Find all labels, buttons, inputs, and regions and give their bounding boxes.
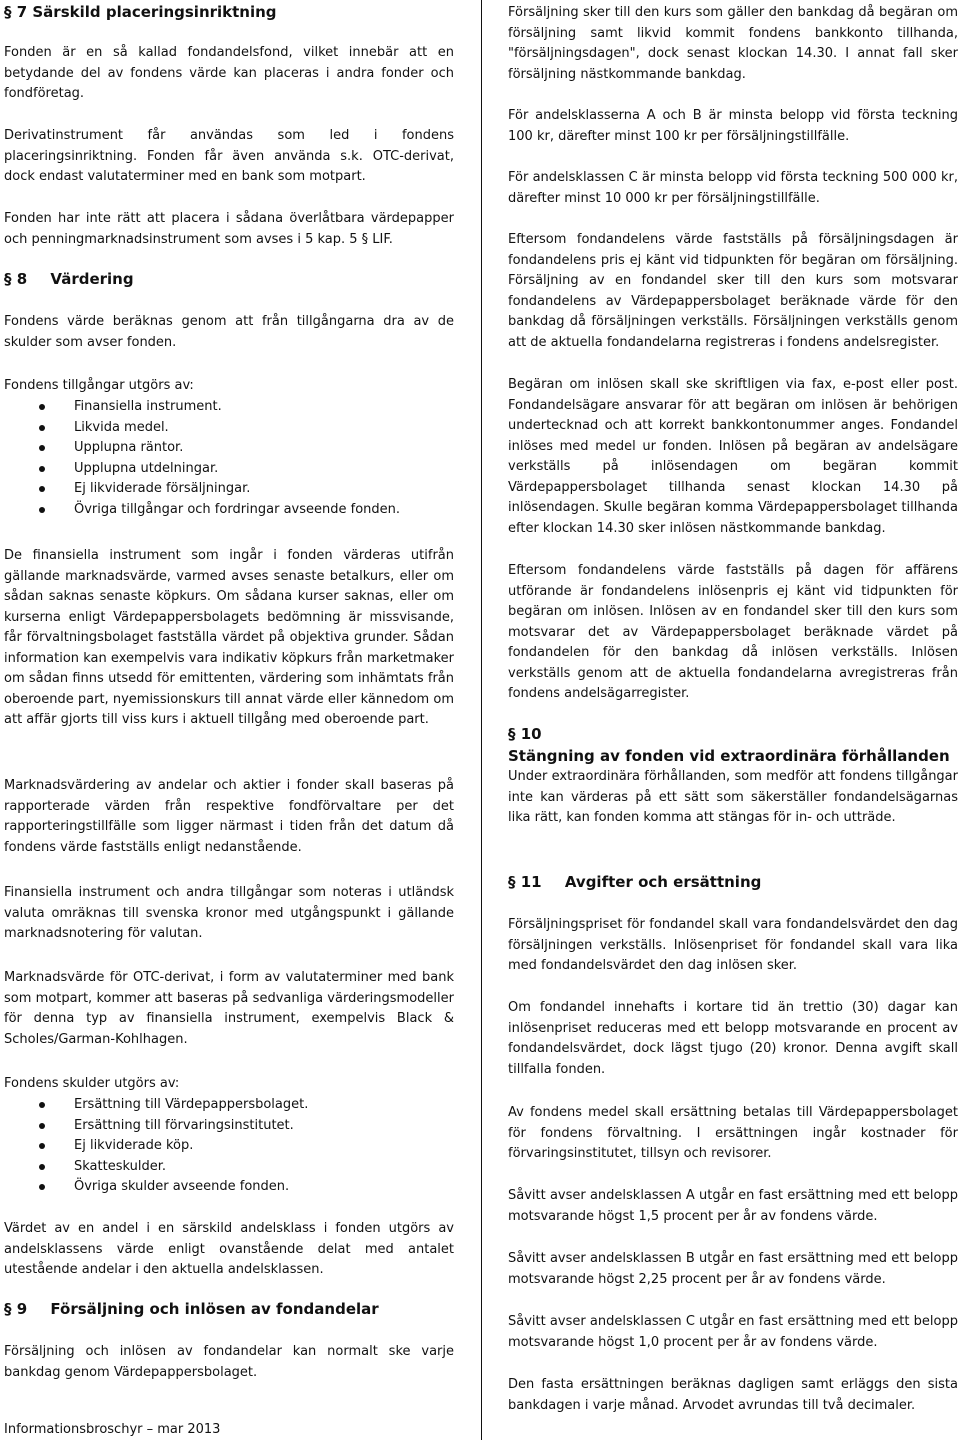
assets-list	[4, 397, 454, 520]
section-11-paragraph-1: Försäljningspriset för fondandel skall vara fondandelsvärdet den dag försäljningen verkställs. Inlösenpriset för fondandel skall vara lika med fondandelsvärdet den dag inlösen sker.	[508, 917, 958, 973]
section-11-paragraph-5: Såvitt avser andelsklassen B utgår en fast ersättning med ett belopp motsvarande högst 2,25 procent per år av fondens värde.	[508, 1251, 958, 1287]
list-item: Upplupna utdelningar.	[4, 459, 454, 480]
section-8-paragraph-3: Marknadsvärdering av andelar och aktier i fonder skall baseras på rapporterade värden från respektive fondförvaltare per det rapporteringstillfälle som ligger närmast i tiden från det datum då fondens värde fastställs enligt nedanstående.	[4, 778, 454, 855]
assets-intro: Fondens tillgångar utgörs av:	[4, 378, 194, 393]
list-item: Ersättning till Värdepappersbolaget.	[4, 1095, 454, 1116]
list-item: Upplupna räntor.	[4, 438, 454, 459]
section-11-paragraph-7: Den fasta ersättningen beräknas dagligen samt erläggs den sista bankdagen i varje månad. Arvodet avrundas till två decimaler.	[508, 1377, 958, 1413]
section-10-heading	[508, 723, 958, 767]
section-11-symbol: § 11	[508, 873, 542, 891]
section-10-paragraph-1: Under extraordinära förhållanden, som medför att fondens tillgångar inte kan värderas på ett sätt som säkerställer fondandelsägarnas lika rätt, kan fonden komma att stängas för in- och utträde.	[508, 769, 958, 825]
section-11-title: Avgifter och ersättning	[564, 873, 762, 891]
section-8-paragraph-1: Fondens värde beräknas genom att från tillgångarna dra av de skulder som avser fonden.	[4, 314, 454, 350]
section-11-paragraph-2: Om fondandel innehafts i kortare tid än trettio (30) dagar kan inlösenpriset reduceras med ett belopp motsvarande en procent av fondandelsvärdet, dock lägst tjugo (20) kronor. Denna avgift skall tillfalla fonden.	[508, 1000, 958, 1077]
list-item: Skatteskulder.	[4, 1157, 454, 1178]
section-11-paragraph-4: Såvitt avser andelsklassen A utgår en fast ersättning med ett belopp motsvarande högst 1,5 procent per år av fondens värde.	[508, 1188, 958, 1224]
list-item: Likvida medel.	[4, 418, 454, 439]
section-10-symbol: § 10	[508, 725, 542, 743]
debts-intro: Fondens skulder utgörs av:	[4, 1076, 180, 1091]
section-8-paragraph-6: Värdet av en andel i en särskild andelsklass i fonden utgörs av andelsklassens värde enligt ovanstående delat med antalet utestående andelar i den aktuella andelsklassen.	[4, 1221, 454, 1277]
section-11-heading	[508, 871, 761, 893]
page-footer: Informationsbroschyr – mar 2013	[4, 1422, 221, 1437]
section-9-paragraph-1: Försäljning och inlösen av fondandelar kan normalt ske varje bankdag genom Värdepappersbolaget.	[4, 1344, 454, 1380]
section-9-title: Försäljning och inlösen av fondandelar	[50, 1300, 379, 1318]
list-item: Ej likviderade köp.	[4, 1136, 454, 1157]
section-7-paragraph-1: Fonden är en så kallad fondandelsfond, vilket innebär att en betydande del av fondens värde kan placeras i andra fonder och fondföretag.	[4, 45, 454, 101]
list-item: Övriga skulder avseende fonden.	[4, 1177, 454, 1198]
list-item: Ersättning till förvaringsinstitutet.	[4, 1116, 454, 1137]
section-7-heading	[4, 1, 277, 23]
debts-list	[4, 1095, 454, 1198]
section-11-paragraph-6: Såvitt avser andelsklassen C utgår en fast ersättning med ett belopp motsvarande högst 1,0 procent per år av fondens värde.	[508, 1314, 958, 1350]
column-divider	[481, 0, 482, 1440]
section-9-symbol: § 9	[4, 1300, 28, 1318]
sale-paragraph-1: Försäljning sker till den kurs som gäller den bankdag då begäran om försäljning samt likvid kommit fondens bankkonto tillhanda, "försäljningsdagen", dock senast klockan 14.30. I annat fall sker försäljning nästkommande bankdag.	[508, 5, 958, 82]
list-item: Ej likviderade försäljningar.	[4, 479, 454, 500]
section-8-paragraph-4: Finansiella instrument och andra tillgångar som noteras i utländsk valuta omräknas till svenska kronor med utgångspunkt i gällande marknadsnotering för valutan.	[4, 885, 454, 941]
section-8-title: Värdering	[50, 270, 134, 288]
list-item: Finansiella instrument.	[4, 397, 454, 418]
section-7-heading-text: § 7 Särskild placeringsinriktning	[4, 3, 277, 21]
list-item: Övriga tillgångar och fordringar avseende fonden.	[4, 500, 454, 521]
section-8-heading	[4, 268, 134, 290]
section-8-paragraph-5: Marknadsvärde för OTC-derivat, i form av valutaterminer med bank som motpart, kommer att baseras på sedvanliga värderingsmodeller för denna typ av finansiella instrument, exempelvis Black & Scholes/Garman-Kohlhagen.	[4, 970, 454, 1047]
sale-paragraph-4: Eftersom fondandelens värde fastställs på försäljningsdagen är fondandelens pris ej känt vid tidpunkten för begäran om försäljning. Försäljning av en fondandel sker till den kurs som motsvarar fondandelens av Värdepappersbolaget beräknade värde för den bankdag då försäljningen verkställs. Försäljningen verkställs genom att de aktuella fondandelarna registreras i fondens andelsregister.	[508, 232, 958, 350]
sale-paragraph-2: För andelsklasserna A och B är minsta belopp vid första teckning 100 kr, därefter minst 100 kr per försäljningstillfälle.	[508, 108, 958, 144]
section-8-paragraph-2: De finansiella instrument som ingår i fonden värderas utifrån gällande marknadsvärde, varmed avses senaste betalkurs, eller om sådan saknas senaste köpkurs. Om sådana kurser saknas, eller om kurserna enligt Värdepappersbolagets bedömning är missvisande, får förvaltningsbolaget fastställa värdet på objektiva grunder. Sådan information kan exempelvis vara indikativ köpkurs från marketmaker om sådan finns utsedd för emittenten, värdering som inhämtats från oberoende part, nyemissionskurs till annat värde eller kännedom om att affär gjorts till viss kurs i aktuell tillgång med oberoende part.	[4, 548, 454, 727]
sale-paragraph-3: För andelsklassen C är minsta belopp vid första teckning 500 000 kr, därefter minst 10 000 kr per försäljningstillfälle.	[508, 170, 958, 206]
section-11-paragraph-3: Av fondens medel skall ersättning betalas till Värdepappersbolaget för fondens förvaltning. I ersättningen ingår kostnader för förvaringsinstitutet, tillsyn och revisorer.	[508, 1105, 958, 1161]
section-7-paragraph-3: Fonden har inte rätt att placera i sådana överlåtbara värdepapper och penningmarknadsinstrument som avses i 5 kap. 5 § LIF.	[4, 211, 454, 247]
section-9-heading	[4, 1298, 379, 1320]
redemption-paragraph-1: Begäran om inlösen skall ske skriftligen via fax, e-post eller post. Fondandelsägare ansvarar för att begäran om inlösen är behörigen undertecknad och att korrekt bankkontonummer anges. Fondandel inlöses med medel ur fonden. Inlösen på begäran av andelsägare verkställs på inlösendagen om begäran kommit Värdepappersbolaget tillhanda senast klockan 14.30 på inlösendagen. Skulle begäran komma Värdepappersbolaget tillhanda efter klockan 14.30 sker inlösen nästkommande bankdag.	[508, 377, 958, 536]
section-7-paragraph-2: Derivatinstrument får användas som led i fondens placeringsinriktning. Fonden får även använda s.k. OTC-derivat, dock endast valutaterminer med en bank som motpart.	[4, 128, 454, 184]
section-8-symbol: § 8	[4, 270, 28, 288]
redemption-paragraph-2: Eftersom fondandelens värde fastställs på dagen för affärens utförande är fondandelens inlösenpris ej känt vid tidpunkten för begäran om inlösen. Inlösen av en fondandel sker till den kurs som motsvarar det av Värdepappersbolaget beräknade värdet på fondandelen för den bankdag då inlösen verkställs. Inlösen verkställs genom att de aktuella fondandelarna avregistreras från fondens andelsägarregister.	[508, 563, 958, 701]
section-10-title: Stängning av fonden vid extraordinära förhållanden	[508, 747, 950, 765]
